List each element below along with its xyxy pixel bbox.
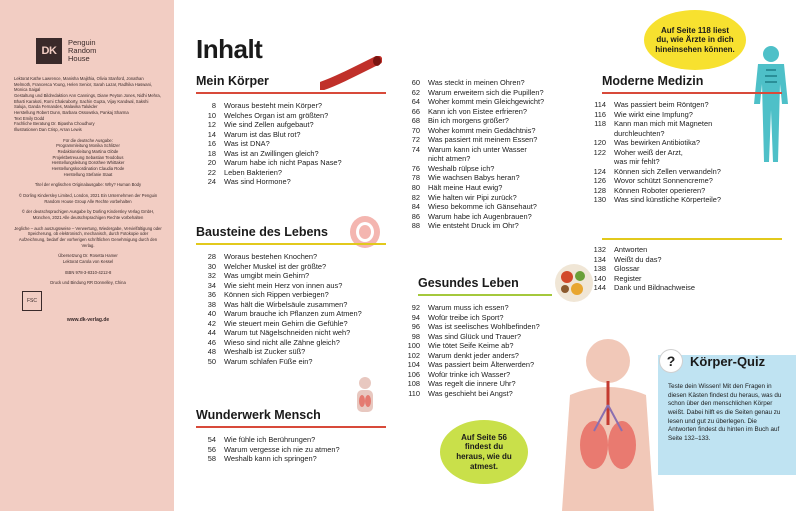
toc-page-number: 76 bbox=[411, 163, 420, 173]
toc-entry[interactable] bbox=[586, 119, 721, 129]
toc-page-number: 10 bbox=[207, 110, 216, 120]
toc-page-number: 40 bbox=[207, 309, 216, 319]
toc-entry-title: Warum vergesse ich nie zu atmen? bbox=[224, 444, 340, 454]
toc-entry[interactable] bbox=[586, 100, 721, 110]
editing-credit: Lektorat Carola von Kessel bbox=[62, 259, 114, 265]
toc-page-number: 138 bbox=[593, 264, 606, 274]
toc-page-number: 144 bbox=[593, 283, 606, 293]
toc-page-number: 14 bbox=[207, 129, 216, 139]
toc-entry[interactable] bbox=[586, 255, 695, 265]
toc-list-gesundes-leben bbox=[400, 303, 540, 398]
toc-entry-title: Was ist seelisches Wohlbefinden? bbox=[428, 322, 540, 332]
toc-page-number: 98 bbox=[411, 331, 420, 341]
toc-page-number: 106 bbox=[407, 369, 420, 379]
toc-page-number: 86 bbox=[411, 211, 420, 221]
toc-entry-title: Was regelt die innere Uhr? bbox=[428, 379, 516, 389]
toc-entry[interactable] bbox=[196, 357, 362, 367]
german-edition-credits: Für die deutsche Ausgabe: Programmleitung Monika Schlitzer Redaktionsleitung Martina Glöde Projektbetreuung Sebastian Teodobus Herstellungsleitung Dorothee Whittaker Herstellungskoordination Claudia Rode Herstellung Stefanie Staat bbox=[51, 137, 125, 177]
toc-entry-title: Glossar bbox=[614, 264, 640, 274]
toc-entry-title: Wie wirkt eine Impfung? bbox=[614, 109, 693, 119]
toc-entry[interactable] bbox=[586, 129, 721, 139]
toc-entry[interactable] bbox=[400, 341, 540, 351]
toc-entry[interactable] bbox=[196, 454, 340, 464]
toc-page-number: 94 bbox=[411, 312, 420, 322]
toc-entry[interactable] bbox=[400, 221, 544, 231]
toc-entry[interactable] bbox=[196, 445, 340, 455]
toc-entry-title: was mir fehlt? bbox=[614, 157, 660, 167]
toc-entry-title: Warum kann ich unter Wasser bbox=[428, 144, 527, 154]
toc-page-number: 42 bbox=[207, 318, 216, 328]
toc-entry[interactable] bbox=[400, 88, 544, 98]
credit-line: Herstellung Robert Dunn, Barbara Ossowska, Pankaj Sharma bbox=[14, 110, 129, 116]
toc-page-number: 104 bbox=[407, 360, 420, 370]
toc-list-moderne-medizin bbox=[586, 100, 721, 205]
toc-page-number: 66 bbox=[411, 106, 420, 116]
toc-entry-title: Wie fühle ich Berührungen? bbox=[224, 435, 316, 444]
toc-page-number: 128 bbox=[593, 185, 606, 195]
toc-entry-title: Wie wachsen Babys heran? bbox=[428, 173, 520, 183]
toc-entry-title: Was umgibt mein Gehirn? bbox=[224, 271, 310, 281]
toc-entry-title: Register bbox=[614, 273, 642, 283]
toc-entry[interactable] bbox=[586, 195, 721, 205]
toc-entry-title: Wie sieht mein Herz von innen aus? bbox=[224, 280, 343, 290]
toc-entry-title: Wie sind Zellen aufgebaut? bbox=[224, 120, 314, 130]
toc-entry-title: Was sind künstliche Körperteile? bbox=[614, 195, 721, 205]
dk-logo-icon: DK bbox=[36, 38, 62, 64]
toc-entry[interactable] bbox=[196, 271, 362, 281]
toc-entry[interactable] bbox=[400, 135, 544, 145]
xray-body-illustration bbox=[748, 44, 794, 164]
quiz-header bbox=[660, 350, 765, 372]
credits-block bbox=[14, 76, 162, 133]
toc-entry[interactable] bbox=[586, 186, 721, 196]
rights-notice: Jegliche – auch auszugsweise – Verwertung, Wiedergabe, Vervielfältigung oder Speicherung, ob elektronisch, mechanisch, durch Fotokopie oder Aufzeichnung, bedarf der vorherigen schriftlichen Genehmigung durch den Verlag. bbox=[14, 225, 162, 248]
toc-entry[interactable] bbox=[400, 97, 544, 107]
toc-page-number bbox=[586, 157, 614, 167]
toc-entry-title: Was ist an Zwillingen gleich? bbox=[224, 148, 319, 158]
section-heading-moderne-medizin: Moderne Medizin bbox=[602, 74, 704, 88]
toc-entry-title: Wieso sind nicht alle Zähne gleich? bbox=[224, 337, 340, 347]
toc-entry-title: Wie tötet Seife Keime ab? bbox=[428, 341, 514, 351]
section-rule bbox=[196, 243, 386, 245]
toc-entry-title: Welcher Muskel ist der größte? bbox=[224, 261, 327, 271]
toc-entry-title: Wofür treibe ich Sport? bbox=[428, 312, 504, 322]
toc-entry[interactable] bbox=[196, 290, 362, 300]
toc-entry-title: Können Roboter operieren? bbox=[614, 185, 706, 195]
toc-entry-title: Warum denkt jeder anders? bbox=[428, 350, 519, 360]
toc-list-wunderwerk bbox=[196, 435, 340, 464]
toc-page-number: 130 bbox=[593, 195, 606, 205]
toc-page-number: 24 bbox=[207, 177, 216, 187]
toc-entry-title: Wie halten wir Pipi zurück? bbox=[428, 192, 517, 202]
toc-page-number: 78 bbox=[411, 173, 420, 183]
toc-page-number: 34 bbox=[207, 280, 216, 290]
toc-entry[interactable] bbox=[586, 264, 695, 274]
toc-entry-title: Bin ich morgens größer? bbox=[428, 116, 509, 126]
toc-page-number: 82 bbox=[411, 192, 420, 202]
translation-credit: Übersetzung Dr. Rosetta Hamer bbox=[58, 253, 118, 259]
toc-entry[interactable] bbox=[400, 351, 540, 361]
toc-entry[interactable] bbox=[400, 389, 540, 399]
toc-page-number bbox=[400, 154, 428, 164]
toc-entry[interactable] bbox=[196, 281, 362, 291]
toc-entry[interactable] bbox=[196, 338, 362, 348]
quiz-box bbox=[658, 355, 796, 475]
toc-page-number: 68 bbox=[411, 116, 420, 126]
toc-page-number: 92 bbox=[411, 303, 420, 312]
toc-entry[interactable] bbox=[586, 274, 695, 284]
toc-entry[interactable] bbox=[196, 328, 362, 338]
toc-entry[interactable] bbox=[196, 158, 342, 168]
toc-entry-title: Antworten bbox=[614, 245, 648, 254]
toc-entry[interactable] bbox=[400, 212, 544, 222]
imprint-page bbox=[0, 0, 174, 511]
toc-entry[interactable] bbox=[196, 435, 340, 445]
toc-entry[interactable] bbox=[400, 183, 544, 193]
teeth-illustration bbox=[348, 214, 382, 250]
toc-page-number: 84 bbox=[411, 202, 420, 212]
toc-entry[interactable] bbox=[196, 120, 342, 130]
toc-entry[interactable] bbox=[586, 283, 695, 293]
toc-entry[interactable] bbox=[586, 157, 721, 167]
credit-line: Fachliche Beratung Dr. Bipasha Choudhury bbox=[14, 121, 95, 127]
toc-entry[interactable] bbox=[196, 101, 342, 111]
section-heading-wunderwerk: Wunderwerk Mensch bbox=[196, 408, 321, 422]
callout-bubble-bottom: Auf Seite 56 findest du heraus, wie du atmest. bbox=[440, 420, 528, 484]
publisher-url[interactable]: www.dk-verlag.de bbox=[66, 317, 110, 324]
toc-entry[interactable] bbox=[400, 164, 544, 174]
toc-entry-title: Welches Organ ist am größten? bbox=[224, 110, 329, 120]
toc-page-number: 122 bbox=[593, 147, 606, 157]
print-credit: Druck und Bindung RR Donnelley, China bbox=[50, 280, 126, 286]
toc-page-number: 108 bbox=[407, 379, 420, 389]
toc-page-number: 22 bbox=[207, 167, 216, 177]
question-mark-icon: ? bbox=[660, 350, 682, 372]
toc-page-number: 126 bbox=[593, 176, 606, 186]
section-rule bbox=[602, 238, 782, 240]
toc-entry-title: Dank und Bildnachweise bbox=[614, 283, 695, 293]
toc-entry-title: Was steckt in meinen Ohren? bbox=[428, 78, 525, 87]
toc-entry[interactable] bbox=[400, 154, 544, 164]
toc-entry-title: Wie entsteht Druck im Ohr? bbox=[428, 221, 519, 231]
toc-entry[interactable] bbox=[196, 168, 342, 178]
toc-entry[interactable] bbox=[196, 300, 362, 310]
toc-entry[interactable] bbox=[586, 176, 721, 186]
toc-entry[interactable] bbox=[586, 148, 721, 158]
toc-page-number: 134 bbox=[593, 254, 606, 264]
isbn: ISBN 978-3-8310-4212-8 bbox=[64, 269, 112, 275]
toc-entry-title: Weshalb kann ich springen? bbox=[224, 454, 317, 464]
credit-line: Lektorat Kathe Lawrence, Manisha Majithia, Olivia Stanford, Jonathan Melmoth, Francesca Young, Helen Senior, Sarah Lazar, Radhika Haswani, Monica Saigal bbox=[14, 76, 153, 93]
toc-page-number: 16 bbox=[207, 139, 216, 149]
original-title: Titel der englischen Originalausgabe: Why? Human Body bbox=[34, 182, 142, 188]
page-title: Inhalt bbox=[196, 34, 263, 64]
toc-entry[interactable] bbox=[400, 193, 544, 203]
toc-page-number: 88 bbox=[411, 221, 420, 231]
toc-entry[interactable] bbox=[196, 252, 362, 262]
toc-page-number: 12 bbox=[207, 120, 216, 130]
fsc-logo-icon: FSC bbox=[22, 291, 42, 311]
copyright: © Dorling Kindersley Limited, London, 2021 Ein Unternehmen der Penguin Random House Group Alle Rechte vorbehalten bbox=[18, 193, 158, 204]
toc-page-number: 54 bbox=[207, 435, 216, 444]
toc-entry[interactable] bbox=[196, 319, 362, 329]
section-rule bbox=[418, 294, 552, 296]
toc-entry[interactable] bbox=[586, 110, 721, 120]
toc-page-number: 80 bbox=[411, 183, 420, 193]
toc-entry-title: Warum habe ich Augenbrauen? bbox=[428, 211, 532, 221]
toc-entry-title: Wovor schützt Sonnencreme? bbox=[614, 176, 713, 186]
toc-entry[interactable] bbox=[196, 139, 342, 149]
contents-page bbox=[174, 0, 800, 511]
toc-entry-title: Warum muss ich essen? bbox=[428, 303, 509, 312]
toc-page-number: 116 bbox=[594, 109, 606, 119]
toc-entry-title: Was sind Glück und Trauer? bbox=[428, 331, 521, 341]
toc-entry-title: Woraus bestehen Knochen? bbox=[224, 252, 318, 261]
toc-entry-title: Warum brauche ich Pflanzen zum Atmen? bbox=[224, 309, 362, 319]
toc-entry[interactable] bbox=[400, 379, 540, 389]
toc-entry[interactable] bbox=[196, 347, 362, 357]
fsc-certification bbox=[22, 291, 162, 311]
toc-entry-title: Was geschieht bei Angst? bbox=[428, 388, 513, 398]
toc-page-number: 20 bbox=[207, 158, 216, 168]
toc-entry-title: Was passiert beim Älterwerden? bbox=[428, 360, 535, 370]
toc-entry-title: Warum tut Nägelschneiden nicht weh? bbox=[224, 328, 351, 338]
toc-entry[interactable] bbox=[400, 116, 544, 126]
copyright-de: © der deutschsprachigen Ausgabe by Dorling Kindersley Verlag GmbH, München, 2021 Alle deutschsprachigen Rechte vorbehalten bbox=[21, 209, 155, 221]
quiz-text: Teste dein Wissen! Mit den Fragen in diesen Kästen findest du heraus, was du schon über den menschlichen Körper weißt. Dabei hilft es die Seiten genau zu lesen und gut zu überlegen. Die Antworten findest du hinten im Buch auf Seite 132–133. bbox=[668, 383, 782, 443]
toc-entry-title: Weshalb ist Zucker süß? bbox=[224, 347, 306, 357]
toc-page-number: 96 bbox=[411, 322, 420, 332]
toc-entry-title: Woher kommt mein Gedächtnis? bbox=[428, 125, 536, 135]
toc-page-number: 120 bbox=[593, 138, 606, 148]
toc-entry-title: Woher weiß der Arzt, bbox=[614, 147, 683, 157]
toc-entry-title: Weißt du das? bbox=[614, 254, 662, 264]
toc-page-number: 70 bbox=[411, 125, 420, 135]
section-heading-mein-koerper: Mein Körper bbox=[196, 74, 269, 88]
toc-entry-title: Weshalb rülpse ich? bbox=[428, 163, 495, 173]
toc-entry-title: Leben Bakterien? bbox=[224, 167, 282, 177]
toc-list-mein-koerper bbox=[196, 101, 342, 187]
toc-entry[interactable] bbox=[400, 313, 540, 323]
toc-page-number: 30 bbox=[207, 261, 216, 271]
toc-page-number: 36 bbox=[207, 290, 216, 300]
toc-entry-title: Können sich Rippen verbiegen? bbox=[224, 290, 329, 300]
section-rule bbox=[196, 92, 386, 94]
toc-page-number: 124 bbox=[593, 166, 606, 176]
toc-page-number: 64 bbox=[411, 97, 420, 107]
toc-entry[interactable] bbox=[196, 130, 342, 140]
toc-entry-title: Woraus besteht mein Körper? bbox=[224, 101, 323, 110]
toc-entry-title: Warum erweitern sich die Pupillen? bbox=[428, 87, 544, 97]
toc-page-number: 72 bbox=[411, 135, 420, 145]
toc-entry-title: Warum habe ich nicht Papas Nase? bbox=[224, 158, 342, 168]
toc-entry[interactable] bbox=[400, 173, 544, 183]
section-rule bbox=[602, 92, 782, 94]
toc-entry-title: Woher kommt mein Gleichgewicht? bbox=[428, 97, 545, 107]
toc-page-number: 140 bbox=[593, 273, 606, 283]
toc-page-number: 58 bbox=[207, 454, 216, 464]
toc-entry-title: Können sich Zellen verwandeln? bbox=[614, 166, 721, 176]
toc-entry-title: nicht atmen? bbox=[428, 154, 471, 164]
toc-entry-title: Wofür trinke ich Wasser? bbox=[428, 369, 511, 379]
toc-entry[interactable] bbox=[196, 149, 342, 159]
respiratory-figure-illustration bbox=[350, 375, 380, 415]
toc-page-number: 44 bbox=[207, 328, 216, 338]
toc-entry-title: Was ist DNA? bbox=[224, 139, 270, 149]
toc-entry-title: Was hält die Wirbelsäule zusammen? bbox=[224, 299, 348, 309]
toc-entry-title: Was passiert mit meinem Essen? bbox=[428, 135, 538, 145]
callout-bubble-top: Auf Seite 118 liest du, wie Ärzte in dich hineinsehen können. bbox=[644, 10, 746, 70]
toc-page-number bbox=[586, 129, 614, 139]
toc-entry[interactable] bbox=[400, 360, 540, 370]
toc-page-number: 102 bbox=[407, 350, 420, 360]
toc-page-number: 56 bbox=[207, 444, 216, 454]
toc-entry-title: Warum schlafen Füße ein? bbox=[224, 357, 313, 367]
toc-entry-title: Was sind Hormone? bbox=[224, 177, 291, 187]
toc-list-wunderwerk-continued bbox=[400, 78, 544, 231]
toc-entry[interactable] bbox=[400, 78, 544, 88]
publisher-logo bbox=[36, 38, 162, 64]
toc-entry[interactable] bbox=[400, 126, 544, 136]
penguin-random-house-wordmark: Penguin Random House bbox=[68, 38, 97, 63]
toc-entry[interactable] bbox=[196, 309, 362, 319]
toc-page-number: 118 bbox=[594, 119, 606, 129]
credit-line: Gestaltung und Bildredaktion Ann Cannings, Diane Peyton Jones, Nidhi Mehra, Bharti Karakoti, Romi Chakraborty, Sachin Gupta, Vijay Kandwal, Sakshi Saluja, Ganda Fernandes, Malavika Talukder bbox=[14, 93, 161, 110]
toc-entry-title: Was passiert beim Röntgen? bbox=[614, 100, 709, 109]
toc-entry[interactable] bbox=[400, 332, 540, 342]
toc-page-number: 132 bbox=[593, 245, 606, 254]
toc-page-number: 32 bbox=[207, 271, 216, 281]
toc-entry-title: Kann ich von Eistee erfrieren? bbox=[428, 106, 528, 116]
toc-page-number: 28 bbox=[207, 252, 216, 261]
toc-entry[interactable] bbox=[400, 322, 540, 332]
toc-entry[interactable] bbox=[586, 138, 721, 148]
anatomy-body-illustration bbox=[550, 335, 662, 511]
toc-entry[interactable] bbox=[400, 145, 544, 155]
toc-entry-title: Wie steuert mein Gehirn die Gefühle? bbox=[224, 318, 348, 328]
toc-entry[interactable] bbox=[586, 167, 721, 177]
toc-page-number: 110 bbox=[408, 388, 420, 398]
toc-page-number: 74 bbox=[411, 144, 420, 154]
toc-entry[interactable] bbox=[196, 177, 342, 187]
toc-entry-title: durchleuchten? bbox=[614, 128, 665, 138]
toc-entry[interactable] bbox=[400, 370, 540, 380]
toc-entry-title: Wieso bekomme ich Gänsehaut? bbox=[428, 202, 537, 212]
toc-page-number: 18 bbox=[207, 148, 216, 158]
toc-page-number: 46 bbox=[207, 337, 216, 347]
toc-entry[interactable] bbox=[400, 303, 540, 313]
toc-page-number: 8 bbox=[211, 101, 216, 110]
toc-list-appendix bbox=[586, 245, 695, 293]
toc-list-bausteine bbox=[196, 252, 362, 367]
toc-entry[interactable] bbox=[196, 111, 342, 121]
toc-entry[interactable] bbox=[586, 245, 695, 255]
toc-entry-title: Hält meine Haut ewig? bbox=[428, 183, 503, 193]
section-rule bbox=[196, 426, 386, 428]
credit-line: Illustrationen Dan Crisp, Arran Lewis bbox=[14, 127, 82, 133]
toc-page-number: 48 bbox=[207, 347, 216, 357]
toc-page-number: 50 bbox=[207, 357, 216, 367]
credit-line: Text Emily Dodd bbox=[14, 115, 45, 121]
toc-entry-title: Kann man mich mit Magneten bbox=[614, 119, 713, 129]
toc-entry[interactable] bbox=[400, 202, 544, 212]
toc-page-number: 38 bbox=[207, 299, 216, 309]
toc-entry-title: Was bewirken Antibiotika? bbox=[614, 138, 700, 148]
toc-page-number: 114 bbox=[594, 100, 606, 109]
section-heading-bausteine: Bausteine des Lebens bbox=[196, 225, 328, 239]
quiz-title: Körper-Quiz bbox=[690, 353, 766, 369]
toc-page-number: 62 bbox=[411, 87, 420, 97]
blood-vessel-illustration bbox=[320, 56, 382, 90]
toc-entry[interactable] bbox=[400, 107, 544, 117]
toc-page-number: 100 bbox=[407, 341, 420, 351]
toc-entry-title: Warum ist das Blut rot? bbox=[224, 129, 301, 139]
toc-entry[interactable] bbox=[196, 262, 362, 272]
section-heading-gesundes-leben: Gesundes Leben bbox=[418, 276, 519, 290]
toc-page-number: 60 bbox=[411, 78, 420, 87]
